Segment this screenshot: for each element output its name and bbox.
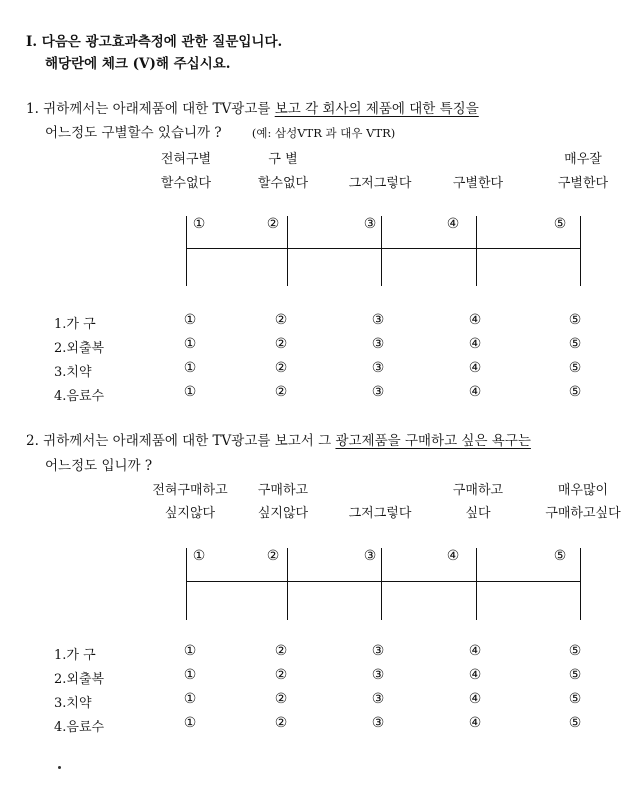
q2-item-4-option-4[interactable]: ④: [468, 715, 482, 731]
section-instruction: 해당란에 체크 (V)해 주십시요.: [45, 56, 231, 72]
q1-item-2-option-4[interactable]: ④: [468, 336, 482, 352]
q1-example: (예: 삼성VTR 과 대우 VTR): [251, 126, 396, 140]
q2-label-4-bottom: 싶다: [465, 506, 491, 521]
section-title: I. 다음은 광고효과측정에 관한 질문입니다.: [26, 34, 283, 50]
q1-label-1-bottom: 할수없다: [160, 176, 212, 191]
q2-item-1-option-1[interactable]: ①: [183, 643, 197, 659]
q1-label-3-bottom: 그저그렇다: [348, 176, 412, 191]
q1-text-line2: [45, 121, 395, 141]
q2-item-2-option-3[interactable]: ③: [371, 667, 385, 683]
q2-item-3-option-4[interactable]: ④: [468, 691, 482, 707]
q2-label-1-top: 전혀구매하고: [152, 483, 228, 498]
q1-item-4-option-3[interactable]: ③: [371, 384, 385, 400]
q1-line2: 어느정도 구별할수 있습니까 ?: [45, 125, 222, 141]
q2-text: [26, 429, 531, 449]
q1-scale-mark-4[interactable]: ④: [446, 216, 460, 232]
q2-item-3-option-1[interactable]: ①: [183, 691, 197, 707]
q1-item-4-option-2[interactable]: ②: [274, 384, 288, 400]
q1-label-5-bottom: 구별한다: [557, 176, 609, 191]
q2-label-5-top: 매우많이: [557, 483, 609, 498]
q1-underline: 보고 각 회사의 제품에 대한 특징을: [274, 101, 479, 117]
q2-item-3-option-2[interactable]: ②: [274, 691, 288, 707]
q2-item-2-option-4[interactable]: ④: [468, 667, 482, 683]
q2-scale-mark-3[interactable]: ③: [363, 548, 377, 564]
q2-label-4-top: 구매하고: [452, 483, 504, 498]
q1-label-5-top: 매우잘: [564, 152, 602, 167]
q1-item-4-option-1[interactable]: ①: [183, 384, 197, 400]
q2-scale-mark-2[interactable]: ②: [266, 548, 280, 564]
q2-underline: 광고제품을 구매하고 싶은 욕구는: [335, 433, 531, 449]
q1-text: [26, 97, 479, 117]
q2-scale-mark-5[interactable]: ⑤: [553, 548, 567, 564]
q1-item-4-option-4[interactable]: ④: [468, 384, 482, 400]
q2-item-4-option-1[interactable]: ①: [183, 715, 197, 731]
q1-scale-mark-3[interactable]: ③: [363, 216, 377, 232]
q2-label-2-top: 구매하고: [257, 483, 309, 498]
q2-item-4-option-3[interactable]: ③: [371, 715, 385, 731]
q1-label-2-bottom: 할수없다: [257, 176, 309, 191]
q1-item-label: 2.외출복: [54, 341, 105, 356]
q2-item-label: 3.치약: [54, 696, 92, 711]
q2-scale-mark-4[interactable]: ④: [446, 548, 460, 564]
q2-item-label: 2.외출복: [54, 672, 105, 687]
q1-item-label: 1.가 구: [54, 317, 96, 332]
q2-item-1-option-4[interactable]: ④: [468, 643, 482, 659]
q1-item-3-option-2[interactable]: ②: [274, 360, 288, 376]
q1-item-3-option-1[interactable]: ①: [183, 360, 197, 376]
q2-item-4-option-2[interactable]: ②: [274, 715, 288, 731]
q2-text-line2: 어느정도 입니까 ?: [45, 458, 153, 474]
q2-item-4-option-5[interactable]: ⑤: [568, 715, 582, 731]
q1-item-label: 4.음료수: [54, 389, 105, 404]
q1-item-label: 3.치약: [54, 365, 92, 380]
q1-scale-mark-2[interactable]: ②: [266, 216, 280, 232]
q2-item-label: 4.음료수: [54, 720, 105, 735]
q1-item-2-option-1[interactable]: ①: [183, 336, 197, 352]
q2-item-1-option-2[interactable]: ②: [274, 643, 288, 659]
q2-label-1-bottom: 싶지않다: [164, 506, 216, 521]
q1-item-1-option-4[interactable]: ④: [468, 312, 482, 328]
q2-item-label: 1.가 구: [54, 648, 96, 663]
q2-item-1-option-5[interactable]: ⑤: [568, 643, 582, 659]
q1-label-2-top: 구 별: [268, 152, 298, 167]
q1-item-2-option-3[interactable]: ③: [371, 336, 385, 352]
q2-label-2-bottom: 싶지않다: [257, 506, 309, 521]
q2-item-2-option-5[interactable]: ⑤: [568, 667, 582, 683]
q2-item-2-option-1[interactable]: ①: [183, 667, 197, 683]
q1-item-1-option-1[interactable]: ①: [183, 312, 197, 328]
q1-item-3-option-3[interactable]: ③: [371, 360, 385, 376]
q2-prefix: 2. 귀하께서는 아래제품에 대한 TV광고를 보고서 그: [26, 433, 332, 449]
q1-prefix: 1. 귀하께서는 아래제품에 대한 TV광고를: [26, 101, 271, 117]
q2-item-2-option-2[interactable]: ②: [274, 667, 288, 683]
q2-scale: [186, 548, 581, 620]
stray-mark: [58, 766, 61, 769]
q1-scale: [186, 216, 581, 286]
q1-item-1-option-3[interactable]: ③: [371, 312, 385, 328]
q1-item-2-option-2[interactable]: ②: [274, 336, 288, 352]
q2-item-3-option-5[interactable]: ⑤: [568, 691, 582, 707]
q2-scale-mark-1[interactable]: ①: [192, 548, 206, 564]
q1-item-3-option-5[interactable]: ⑤: [568, 360, 582, 376]
q1-item-1-option-5[interactable]: ⑤: [568, 312, 582, 328]
q1-item-4-option-5[interactable]: ⑤: [568, 384, 582, 400]
q1-item-3-option-4[interactable]: ④: [468, 360, 482, 376]
q1-label-4-bottom: 구별한다: [452, 176, 504, 191]
q1-scale-mark-5[interactable]: ⑤: [553, 216, 567, 232]
q1-item-1-option-2[interactable]: ②: [274, 312, 288, 328]
q1-scale-mark-1[interactable]: ①: [192, 216, 206, 232]
q2-label-3-bottom: 그저그렇다: [348, 506, 412, 521]
q1-item-2-option-5[interactable]: ⑤: [568, 336, 582, 352]
q2-label-5-bottom: 구매하고싶다: [545, 506, 621, 521]
q2-item-3-option-3[interactable]: ③: [371, 691, 385, 707]
q2-item-1-option-3[interactable]: ③: [371, 643, 385, 659]
q1-label-1-top: 전혀구별: [160, 152, 212, 167]
